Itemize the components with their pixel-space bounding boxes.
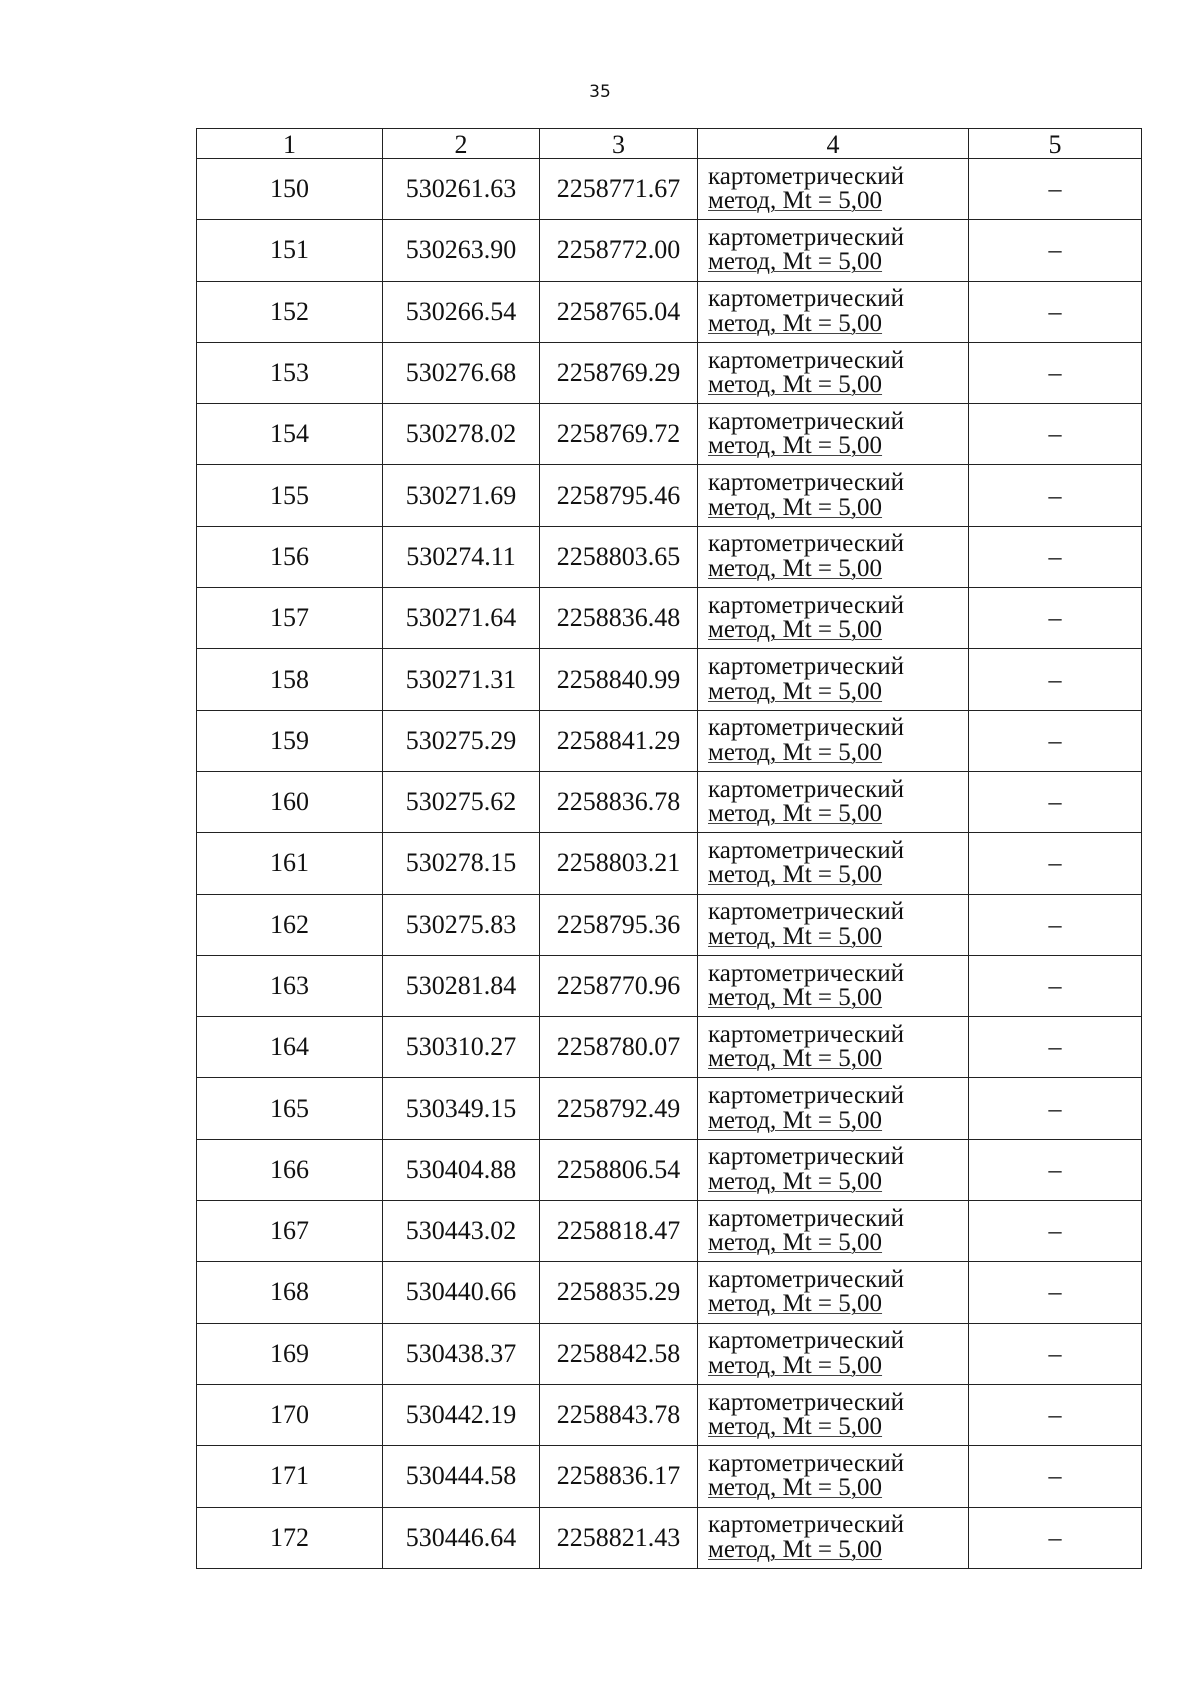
x-coordinate-cell: 530278.15 [383,833,540,894]
x-coordinate-cell: 530404.88 [383,1139,540,1200]
method-text-line2: метод, Mt = 5,00 [708,616,883,644]
method-cell [698,1446,969,1507]
y-coordinate-cell: 2258803.21 [540,833,698,894]
method-cell [698,1201,969,1262]
method-text-line1: картометрический [708,1511,904,1539]
note-cell: – [969,465,1142,526]
method-text-line1: картометрический [708,1327,904,1355]
method-text-line2: метод, Mt = 5,00 [708,432,883,460]
method-cell [698,1507,969,1568]
method-text-line2: метод, Mt = 5,00 [708,187,883,215]
y-coordinate-cell: 2258842.58 [540,1323,698,1384]
note-cell: – [969,1201,1142,1262]
y-coordinate-cell: 2258840.99 [540,649,698,710]
method-text-line1: картометрический [708,775,904,803]
method-text-line1: картометрический [708,285,904,313]
point-number-cell: 172 [197,1507,383,1568]
table-row [197,710,1142,771]
table-row [197,1323,1142,1384]
method-text-line2: метод, Mt = 5,00 [708,861,883,889]
method-cell [698,1262,969,1323]
note-cell: – [969,404,1142,465]
note-cell: – [969,281,1142,342]
method-cell [698,281,969,342]
method-cell [698,1323,969,1384]
table-row [197,894,1142,955]
table-row [197,1201,1142,1262]
point-number-cell: 151 [197,220,383,281]
point-number-cell: 166 [197,1139,383,1200]
method-text-line1: картометрический [708,1204,904,1232]
x-coordinate-cell: 530275.62 [383,771,540,832]
method-text-line1: картометрический [708,653,904,681]
x-coordinate-cell: 530271.69 [383,465,540,526]
method-cell [698,159,969,220]
y-coordinate-cell: 2258771.67 [540,159,698,220]
method-text-line1: картометрический [708,714,904,742]
method-cell [698,649,969,710]
method-text-line2: метод, Mt = 5,00 [708,1167,883,1195]
point-number-cell: 155 [197,465,383,526]
x-coordinate-cell: 530349.15 [383,1078,540,1139]
method-cell [698,588,969,649]
method-text-line2: метод, Mt = 5,00 [708,984,883,1011]
method-text-line1: картометрический [708,346,904,374]
note-cell: – [969,1262,1142,1323]
method-cell [698,465,969,526]
method-text-line1: картометрический [708,1449,904,1477]
method-text-line1: картометрический [708,530,904,558]
table-row [197,526,1142,587]
x-coordinate-cell: 530446.64 [383,1507,540,1568]
method-text-line1: картометрический [708,1082,904,1110]
method-text-line1: картометрический [708,898,904,926]
x-coordinate-cell: 530274.11 [383,526,540,587]
method-text-line2: метод, Mt = 5,00 [708,248,883,276]
method-text-line2: метод, Mt = 5,00 [708,493,883,521]
method-cell [698,404,969,465]
point-number-cell: 164 [197,1017,383,1078]
x-coordinate-cell: 530263.90 [383,220,540,281]
x-coordinate-cell: 530261.63 [383,159,540,220]
x-coordinate-cell: 530444.58 [383,1446,540,1507]
note-cell: – [969,159,1142,220]
coordinates-table [196,128,1142,1569]
table-body [197,159,1142,1569]
point-number-cell: 161 [197,833,383,894]
method-text-line2: метод, Mt = 5,00 [708,554,883,582]
method-text-line1: картометрический [708,469,904,497]
table-row [197,1078,1142,1139]
note-cell: – [969,220,1142,281]
point-number-cell: 159 [197,710,383,771]
x-coordinate-cell: 530275.29 [383,710,540,771]
method-text-line2: метод, Mt = 5,00 [708,1474,883,1502]
table-row [197,1384,1142,1445]
table-row [197,1507,1142,1568]
x-coordinate-cell: 530275.83 [383,894,540,955]
method-cell [698,1384,969,1445]
point-number-cell: 162 [197,894,383,955]
method-cell [698,526,969,587]
method-text-line1: картометрический [708,836,904,864]
y-coordinate-cell: 2258769.29 [540,342,698,403]
y-coordinate-cell: 2258836.78 [540,771,698,832]
note-cell: – [969,833,1142,894]
page-number: 35 [589,82,611,102]
point-number-cell: 160 [197,771,383,832]
y-coordinate-cell: 2258792.49 [540,1078,698,1139]
method-cell [698,710,969,771]
y-coordinate-cell: 2258803.65 [540,526,698,587]
method-text-line1: картометрический [708,1265,904,1293]
table-row [197,771,1142,832]
method-cell [698,771,969,832]
table-row [197,220,1142,281]
point-number-cell: 171 [197,1446,383,1507]
y-coordinate-cell: 2258843.78 [540,1384,698,1445]
point-number-cell: 170 [197,1384,383,1445]
column-header: 1 [197,129,383,159]
column-header: 4 [698,129,969,159]
method-cell [698,1078,969,1139]
method-text-line2: метод, Mt = 5,00 [708,922,883,950]
note-cell: – [969,649,1142,710]
point-number-cell: 169 [197,1323,383,1384]
point-number-cell: 152 [197,281,383,342]
method-text-line1: картометрический [708,223,904,251]
note-cell: – [969,1017,1142,1078]
method-text-line1: картометрический [708,1020,904,1048]
table-row [197,1017,1142,1078]
note-cell: – [969,1507,1142,1568]
method-cell [698,955,969,1016]
method-text-line2: метод, Mt = 5,00 [708,800,883,828]
method-text-line2: метод, Mt = 5,00 [708,738,883,766]
y-coordinate-cell: 2258765.04 [540,281,698,342]
x-coordinate-cell: 530440.66 [383,1262,540,1323]
y-coordinate-cell: 2258770.96 [540,955,698,1016]
method-text-line2: метод, Mt = 5,00 [708,309,883,337]
table-row [197,1139,1142,1200]
table-row [197,465,1142,526]
note-cell: – [969,1139,1142,1200]
x-coordinate-cell: 530271.64 [383,588,540,649]
table-row [197,342,1142,403]
table-header-row [197,129,1142,159]
table-row [197,281,1142,342]
method-text-line2: метод, Mt = 5,00 [708,371,883,399]
table-row [197,955,1142,1016]
x-coordinate-cell: 530310.27 [383,1017,540,1078]
y-coordinate-cell: 2258818.47 [540,1201,698,1262]
table-row [197,404,1142,465]
y-coordinate-cell: 2258769.72 [540,404,698,465]
method-text-line1: картометрический [708,407,904,435]
method-text-line1: картометрический [708,591,904,619]
y-coordinate-cell: 2258780.07 [540,1017,698,1078]
method-cell [698,1017,969,1078]
point-number-cell: 154 [197,404,383,465]
note-cell: – [969,1446,1142,1507]
y-coordinate-cell: 2258836.17 [540,1446,698,1507]
point-number-cell: 157 [197,588,383,649]
note-cell: – [969,526,1142,587]
x-coordinate-cell: 530438.37 [383,1323,540,1384]
y-coordinate-cell: 2258772.00 [540,220,698,281]
x-coordinate-cell: 530266.54 [383,281,540,342]
y-coordinate-cell: 2258821.43 [540,1507,698,1568]
column-header: 5 [969,129,1142,159]
point-number-cell: 153 [197,342,383,403]
y-coordinate-cell: 2258795.46 [540,465,698,526]
column-header: 3 [540,129,698,159]
note-cell: – [969,771,1142,832]
x-coordinate-cell: 530276.68 [383,342,540,403]
table-row [197,649,1142,710]
note-cell: – [969,342,1142,403]
method-text-line2: метод, Mt = 5,00 [708,1535,883,1563]
method-text-line1: картометрический [708,1143,904,1171]
table-row [197,1262,1142,1323]
point-number-cell: 158 [197,649,383,710]
point-number-cell: 150 [197,159,383,220]
x-coordinate-cell: 530443.02 [383,1201,540,1262]
method-cell [698,220,969,281]
y-coordinate-cell: 2258836.48 [540,588,698,649]
method-text-line2: метод, Mt = 5,00 [708,1045,883,1073]
table-row [197,1446,1142,1507]
method-text-line1: картометрический [708,959,904,987]
method-text-line2: метод, Mt = 5,00 [708,1106,883,1134]
note-cell: – [969,710,1142,771]
y-coordinate-cell: 2258835.29 [540,1262,698,1323]
point-number-cell: 168 [197,1262,383,1323]
x-coordinate-cell: 530271.31 [383,649,540,710]
y-coordinate-cell: 2258806.54 [540,1139,698,1200]
method-text-line2: метод, Mt = 5,00 [708,1413,883,1441]
note-cell: – [969,894,1142,955]
note-cell: – [969,955,1142,1016]
column-header: 2 [383,129,540,159]
note-cell: – [969,1323,1142,1384]
method-cell [698,833,969,894]
y-coordinate-cell: 2258841.29 [540,710,698,771]
note-cell: – [969,1078,1142,1139]
x-coordinate-cell: 530442.19 [383,1384,540,1445]
method-text-line2: метод, Mt = 5,00 [708,677,883,705]
point-number-cell: 156 [197,526,383,587]
method-text-line1: картометрический [708,162,904,190]
method-cell [698,1139,969,1200]
x-coordinate-cell: 530281.84 [383,955,540,1016]
method-cell [698,894,969,955]
method-text-line1: картометрический [708,1388,904,1416]
note-cell: – [969,588,1142,649]
note-cell: – [969,1384,1142,1445]
method-text-line2: метод, Mt = 5,00 [708,1351,883,1379]
table-row [197,833,1142,894]
method-text-line2: метод, Mt = 5,00 [708,1229,883,1257]
method-cell [698,342,969,403]
method-text-line2: метод, Mt = 5,00 [708,1290,883,1318]
table-row [197,159,1142,220]
table-row [197,588,1142,649]
y-coordinate-cell: 2258795.36 [540,894,698,955]
point-number-cell: 167 [197,1201,383,1262]
point-number-cell: 163 [197,955,383,1016]
x-coordinate-cell: 530278.02 [383,404,540,465]
point-number-cell: 165 [197,1078,383,1139]
